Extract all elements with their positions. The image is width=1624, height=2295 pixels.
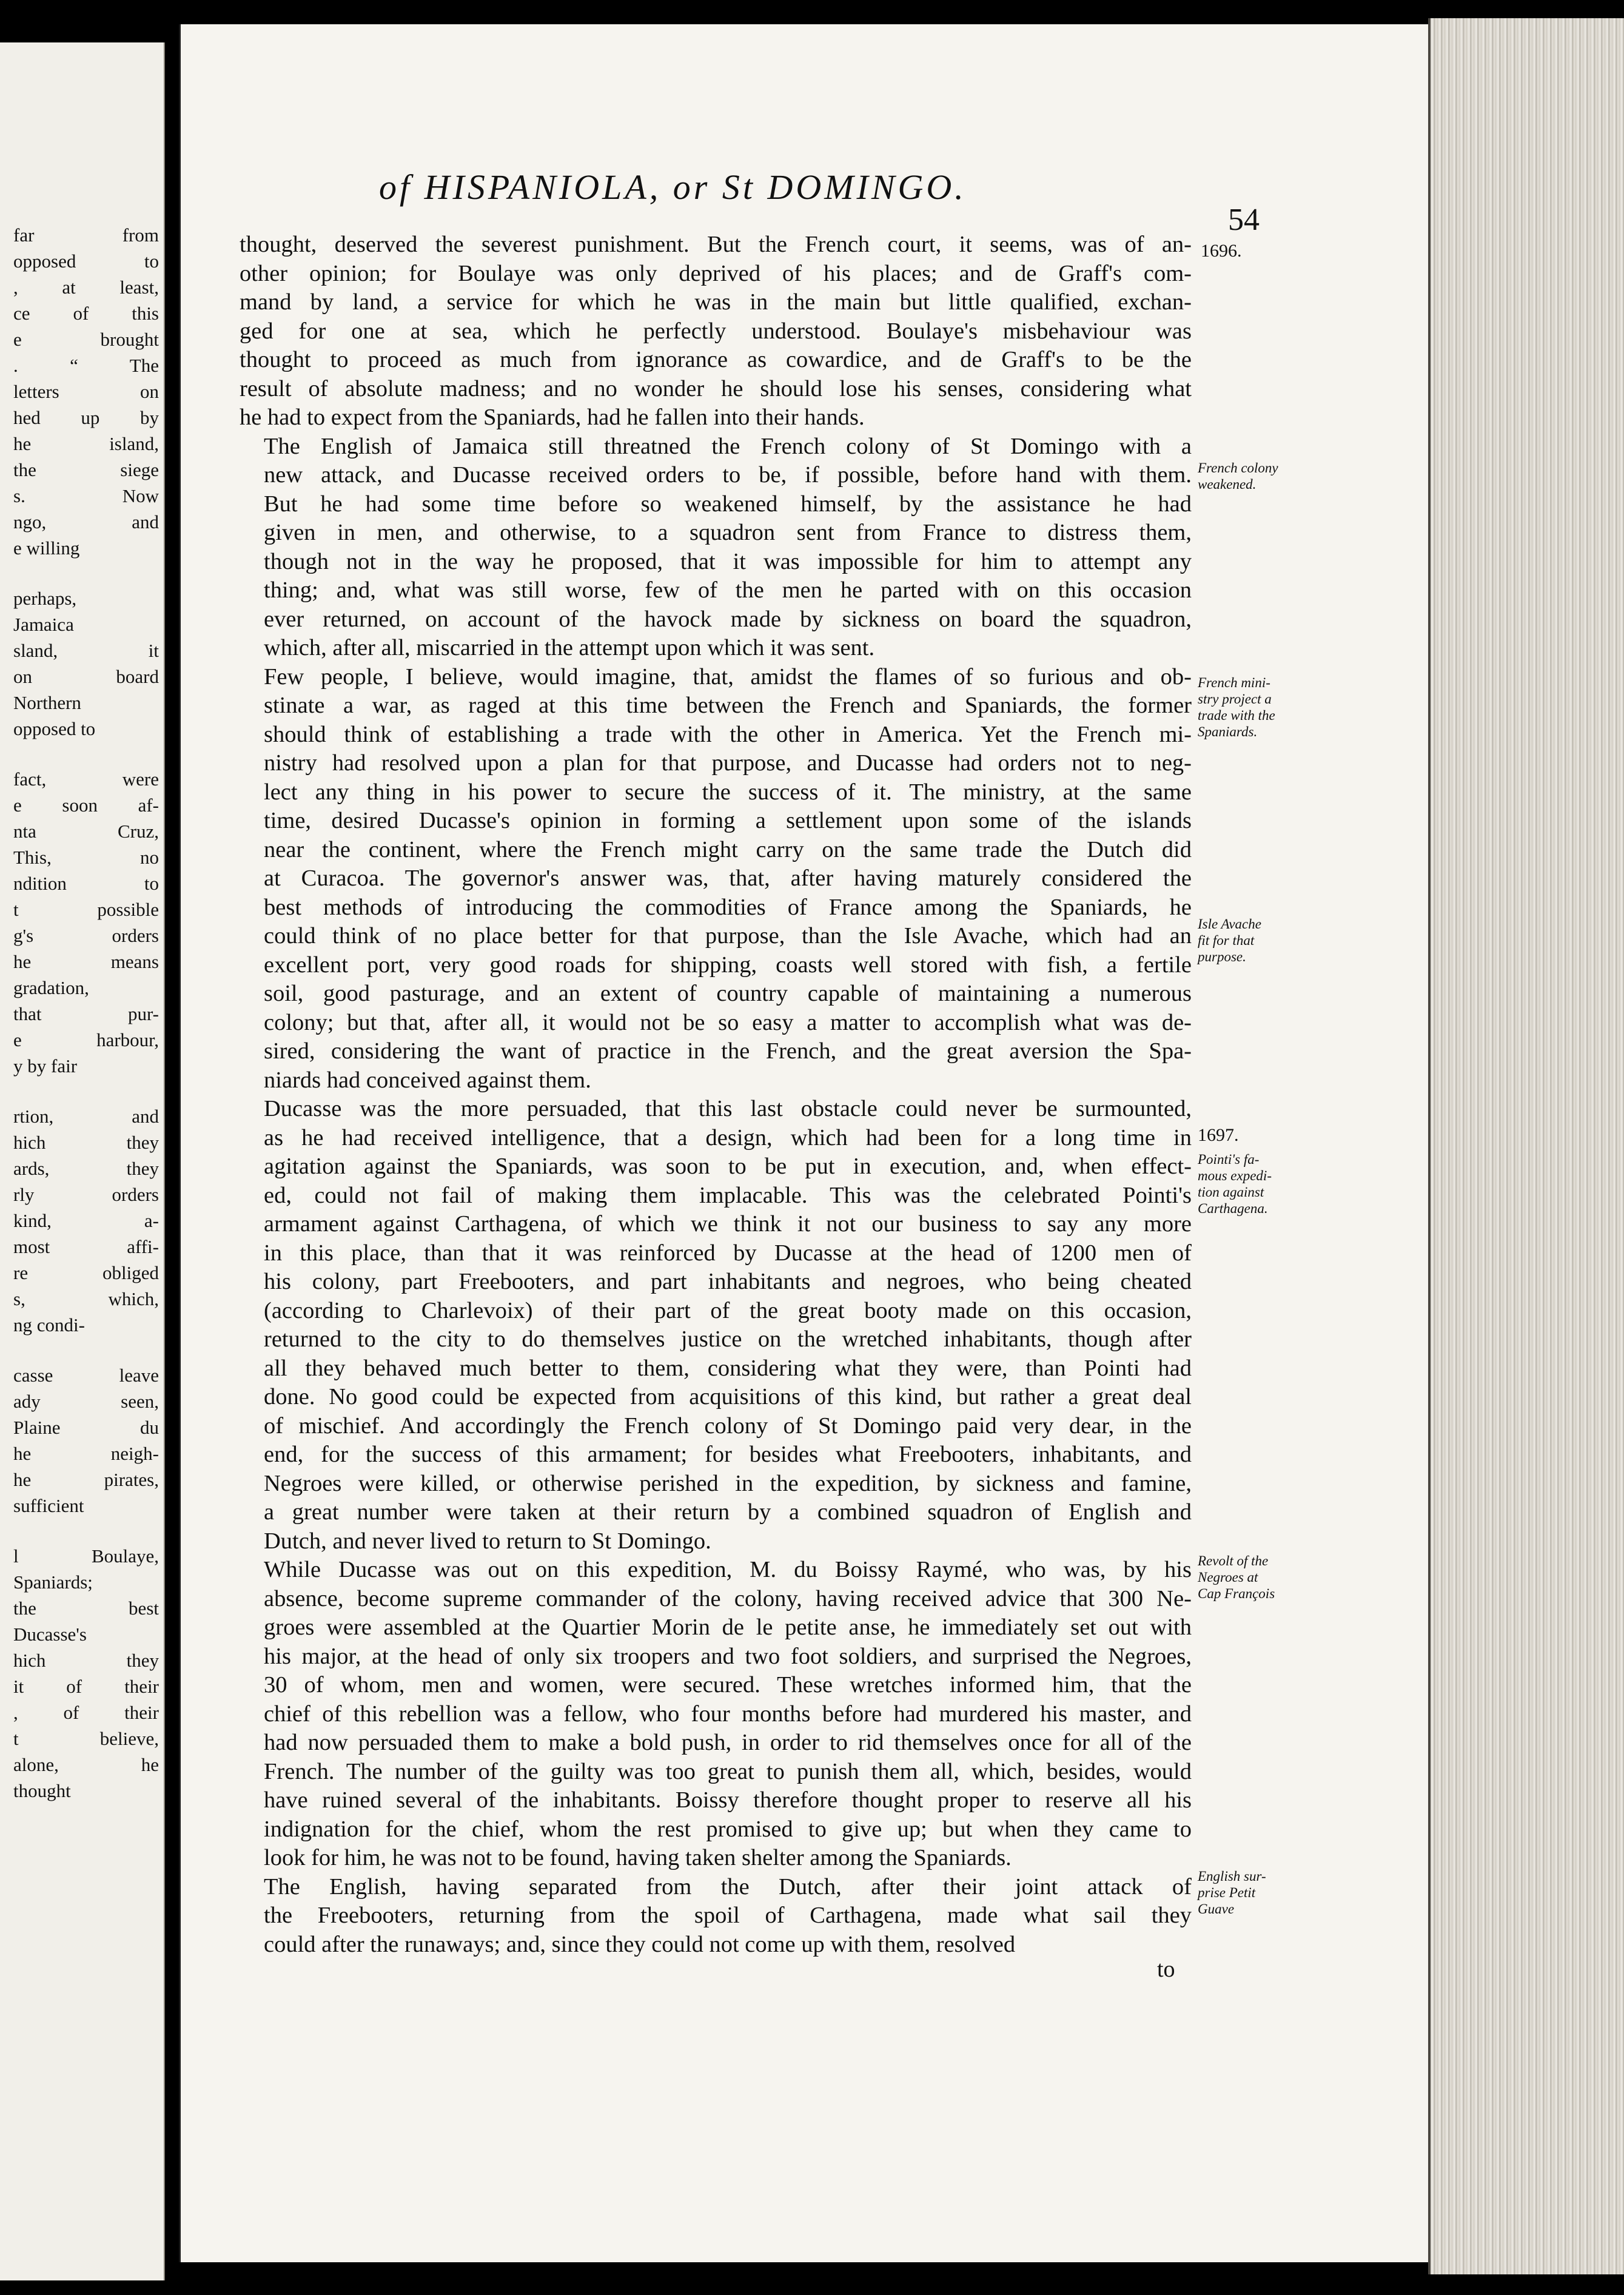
left-page-line: gradation, <box>13 977 89 998</box>
catchword: to <box>1157 1957 1175 1982</box>
left-page-line: Jamaica <box>13 614 74 635</box>
margin-year-1696: 1696. <box>1201 241 1242 261</box>
text-line: time, desired Ducasse's opinion in forming a settlement upon some of the islands <box>264 808 1192 833</box>
text-line: absence, become supreme commander of the colony, having received advice that 300 Ne- <box>264 1585 1192 1611</box>
text-line: given in men, and otherwise, to a squadron sent from France to distress them, <box>264 520 1192 545</box>
margin-note-line: fit for that <box>1198 933 1255 948</box>
text-line: result of absolute madness; and no wonder he should lose his senses, considering what <box>240 375 1192 402</box>
text-line: (according to Charlevoix) of their part of the great booty made on this occasion, <box>264 1297 1192 1323</box>
margin-note-line: purpose. <box>1198 949 1246 964</box>
left-page-line: sland, it <box>13 640 159 661</box>
text-line: ged for one at sea, which he perfectly understood. Boulaye's misbehaviour was <box>240 318 1192 344</box>
left-page-line: Northern <box>13 692 81 713</box>
left-page-line: most affi- <box>13 1236 159 1257</box>
text-line: new attack, and Ducasse received orders to be, if possible, before hand with them. <box>264 462 1192 488</box>
left-page-line: hich they <box>13 1650 159 1671</box>
left-page-line: l Boulaye, <box>13 1545 159 1567</box>
margin-note-french-colony <box>1198 460 1304 492</box>
left-page-line: hed up by <box>13 407 159 428</box>
text-line: his major, at the head of only six troopers and two foot soldiers, and surprised the Negroes, <box>264 1643 1192 1669</box>
left-page-line: t possible <box>13 899 159 920</box>
left-page-line: e soon af- <box>13 795 159 816</box>
left-page-line: on board <box>13 666 159 687</box>
left-page-line: This, no <box>13 847 159 868</box>
text-line: But he had some time before so weakened himself, by the assistance he had <box>264 491 1192 517</box>
left-page-line: the siege <box>13 459 159 480</box>
margin-note-line: Carthagena. <box>1198 1201 1268 1216</box>
left-page-strip <box>0 42 165 2280</box>
left-page-line: he pirates, <box>13 1469 159 1490</box>
left-page-line: Ducasse's <box>13 1624 87 1645</box>
text-line: The English, having separated from the Dutch, after their joint attack of <box>264 1873 1192 1900</box>
text-line: have ruined several of the inhabitants. Boissy therefore thought proper to reserve all his <box>264 1787 1192 1813</box>
left-page-line: kind, a- <box>13 1210 159 1231</box>
left-page-line: t believe, <box>13 1728 159 1749</box>
paragraph-4 <box>240 1095 1192 1556</box>
text-line: ever returned, on account of the havock made by sickness on board the squadron, <box>264 606 1192 632</box>
left-page-line: fact, were <box>13 768 159 790</box>
margin-note-french-ministry <box>1198 674 1304 740</box>
margin-note-line: Revolt of the <box>1198 1553 1269 1568</box>
text-line: look for him, he was not to be found, having taken shelter among the Spaniards. <box>264 1845 1012 1870</box>
left-page-line: opposed to <box>13 718 96 739</box>
text-line: other opinion; for Boulaye was only deprived of his places; and de Graff's com- <box>240 260 1192 286</box>
left-page-line: ndition to <box>13 873 159 894</box>
paragraph-3 <box>240 663 1192 1095</box>
text-line: thing; and, what was still worse, few of the men he parted with on this occasion <box>264 577 1192 603</box>
left-page-text <box>13 222 159 1804</box>
margin-note-isle-avache <box>1198 916 1304 965</box>
text-line: in this place, than that it was reinforced by Ducasse at the head of 1200 men of <box>264 1240 1192 1266</box>
margin-note-line: trade with the <box>1198 708 1275 723</box>
left-page-line: the best <box>13 1598 159 1619</box>
running-head: of HISPANIOLA, or St DOMINGO. <box>379 167 967 207</box>
left-page-line: s. Now <box>13 485 159 506</box>
left-page-line: alone, he <box>13 1754 159 1775</box>
text-line: Ducasse was the more persuaded, that this last obstacle could never be surmounted, <box>264 1096 1192 1121</box>
left-page-line: s, which, <box>13 1288 159 1309</box>
paragraph-2 <box>240 432 1192 663</box>
margin-year-1697: 1697. <box>1198 1125 1239 1145</box>
margin-note-line: Spaniards. <box>1198 724 1258 739</box>
text-line: 30 of whom, men and women, were secured. These wretches informed him, that the <box>264 1672 1192 1698</box>
text-line: indignation for the chief, whom the rest promised to give up; but when they came to <box>264 1816 1192 1842</box>
left-page-line: thought <box>13 1780 71 1801</box>
text-line: armament against Carthagena, of which we think it not our business to say any more <box>264 1211 1192 1237</box>
text-line: sired, considering the want of practice in the French, and the great aversion the Spa- <box>264 1038 1192 1064</box>
text-line: colony; but that, after all, it would not be so easy a matter to accomplish what was de- <box>264 1009 1192 1035</box>
text-line: Dutch, and never lived to return to St Domingo. <box>264 1528 711 1554</box>
text-line: stinate a war, as raged at this time between the French and Spaniards, the former <box>264 693 1192 718</box>
left-page-line: perhaps, <box>13 588 77 609</box>
left-page-line: letters on <box>13 381 159 402</box>
body-text <box>240 230 1192 1959</box>
text-line: his colony, part Freebooters, and part inhabitants and negroes, who being cheated <box>264 1269 1192 1294</box>
left-page-line: ng condi- <box>13 1314 85 1336</box>
text-line: French. The number of the guilty was too great to punish them all, which, besides, would <box>264 1758 1192 1784</box>
margin-note-line: Pointi's fa- <box>1198 1152 1260 1167</box>
margin-note-line: mous expedi- <box>1198 1168 1272 1183</box>
left-page-line: rly orders <box>13 1184 159 1205</box>
text-line: could after the runaways; and, since they could not come up with them, resolved <box>264 1931 1016 1957</box>
text-line: mand by land, a service for which he was in the main but little qualified, exchan- <box>240 289 1192 315</box>
text-line: though not in the way he proposed, that it was impossible for him to attempt any <box>264 548 1192 574</box>
text-line: excellent port, very good roads for shipping, coasts well stored with fish, a fertile <box>264 952 1192 978</box>
margin-note-line: prise Petit <box>1198 1885 1256 1900</box>
left-page-line: opposed to <box>13 250 159 272</box>
margin-note-line: stry project a <box>1198 691 1272 707</box>
margin-note-line: French mini- <box>1198 675 1270 690</box>
text-line: a great number were taken at their return by a combined squadron of English and <box>264 1499 1192 1525</box>
text-line: Few people, I believe, would imagine, that, amidst the flames of so furious and ob- <box>264 664 1192 690</box>
left-page-line: , of their <box>13 1702 159 1723</box>
text-line: The English of Jamaica still threatned the French colony of St Domingo with a <box>264 433 1192 459</box>
margin-note-line: Isle Avache <box>1198 916 1261 932</box>
text-line: nistry had resolved upon a plan for that purpose, and Ducasse had orders not to neg- <box>264 750 1192 776</box>
left-page-line: re obliged <box>13 1262 159 1283</box>
left-page-line: Spaniards; <box>13 1571 93 1593</box>
text-line: ed, could not fail of making them implacable. This was the celebrated Pointi's <box>264 1182 1192 1208</box>
text-line: agitation against the Spaniards, was soon to be put in execution, and, when effect- <box>264 1154 1192 1179</box>
left-page-line: g's orders <box>13 925 159 946</box>
text-line: as he had received intelligence, that a design, which had been for a long time in <box>264 1124 1192 1151</box>
text-line: should think of establishing a trade with the other in America. Yet the French mi- <box>264 721 1192 747</box>
left-page-line: he means <box>13 951 159 972</box>
text-line: niards had conceived against them. <box>264 1067 591 1093</box>
left-page-line: he neigh- <box>13 1443 159 1464</box>
text-line: groes were assembled at the Quartier Morin de le petite anse, he immediately set out with <box>264 1615 1192 1640</box>
left-page-line: that pur- <box>13 1003 159 1024</box>
left-page-line: nta Cruz, <box>13 821 159 842</box>
left-page-line: Plaine du <box>13 1417 159 1438</box>
text-line: he had to expect from the Spaniards, had he fallen into their hands. <box>240 405 865 430</box>
text-line: had now persuaded them to make a bold push, in order to rid themselves once for all of the <box>264 1730 1192 1755</box>
left-page-line: ards, they <box>13 1158 159 1179</box>
left-page-line: sufficient <box>13 1495 84 1516</box>
left-page-line: . “ The <box>13 355 159 376</box>
text-line: end, for the success of this armament; for besides what Freebooters, inhabitants, and <box>264 1442 1192 1467</box>
paragraph-5 <box>240 1556 1192 1873</box>
margin-note-line: Negroes at <box>1198 1570 1258 1585</box>
text-line: near the continent, where the French might carry on the same trade the Dutch did <box>264 836 1192 862</box>
margin-note-line: Cap François <box>1198 1586 1275 1601</box>
left-page-line: e brought <box>13 329 159 350</box>
margin-note-line: Guave <box>1198 1901 1235 1917</box>
left-page-line: far from <box>13 224 159 246</box>
margin-note-english-surprise <box>1198 1868 1304 1917</box>
paragraph-1 <box>240 230 1192 432</box>
text-line: While Ducasse was out on this expedition, M. du Boissy Raymé, who was, by his <box>264 1557 1192 1582</box>
margin-note-line: tion against <box>1198 1184 1264 1200</box>
text-line: returned to the city to do themselves justice on the wretched inhabitants, though after <box>264 1326 1192 1352</box>
text-line: thought to proceed as much from ignorance as cowardice, and de Graff's to be the <box>240 347 1192 372</box>
text-line: could think of no place better for that purpose, than the Isle Avache, which had an <box>264 923 1192 949</box>
left-page-line: e harbour, <box>13 1029 159 1050</box>
text-line: at Curacoa. The governor's answer was, that, after having maturely considered the <box>264 865 1192 891</box>
text-line: best methods of introducing the commodities of France among the Spaniards, he <box>264 894 1192 920</box>
margin-note-revolt <box>1198 1553 1304 1602</box>
left-page-line: rtion, and <box>13 1106 159 1127</box>
text-line: of mischief. And accordingly the French colony of St Domingo paid very dear, in the <box>264 1413 1192 1439</box>
page-header <box>194 167 1260 237</box>
text-line: all they behaved much better to them, considering what they were, than Pointi had <box>264 1355 1192 1381</box>
margin-note-line: weakened. <box>1198 477 1257 492</box>
text-line: Negroes were killed, or otherwise perished in the expedition, by sickness and famine, <box>264 1470 1192 1496</box>
left-page-line: it of their <box>13 1676 159 1697</box>
left-page-line: casse leave <box>13 1365 159 1386</box>
left-page-line: ady seen, <box>13 1391 159 1412</box>
left-page-line: he island, <box>13 433 159 454</box>
left-page-line: , at least, <box>13 277 159 298</box>
text-line: thought, deserved the severest punishment. But the French court, it seems, was of an- <box>240 232 1192 257</box>
margin-note-line: English sur- <box>1198 1869 1266 1884</box>
text-line: which, after all, miscarried in the attempt upon which it was sent. <box>264 635 875 660</box>
left-page-line: ngo, and <box>13 511 159 533</box>
left-page-line: e willing <box>13 537 80 559</box>
left-page-line: ce of this <box>13 303 159 324</box>
text-line: soil, good pasturage, and an extent of country capable of maintaining a numerous <box>264 981 1192 1006</box>
text-line: done. No good could be expected from acquisitions of this kind, but rather a great deal <box>264 1384 1192 1410</box>
text-line: lect any thing in his power to secure the success of it. The ministry, at the same <box>264 779 1192 805</box>
margin-note-pointi <box>1198 1151 1304 1217</box>
page-edges <box>1428 18 1624 2274</box>
page-number: 54 <box>1228 203 1260 237</box>
margin-note-line: French colony <box>1198 460 1278 475</box>
left-page-line: hich they <box>13 1132 159 1153</box>
paragraph-6 <box>240 1873 1192 1960</box>
text-line: the Freebooters, returning from the spoil of Carthagena, made what sail they <box>264 1903 1192 1928</box>
text-line: chief of this rebellion was a fellow, who four months before had murdered his master, and <box>264 1701 1192 1727</box>
left-page-line: y by fair <box>13 1055 78 1077</box>
